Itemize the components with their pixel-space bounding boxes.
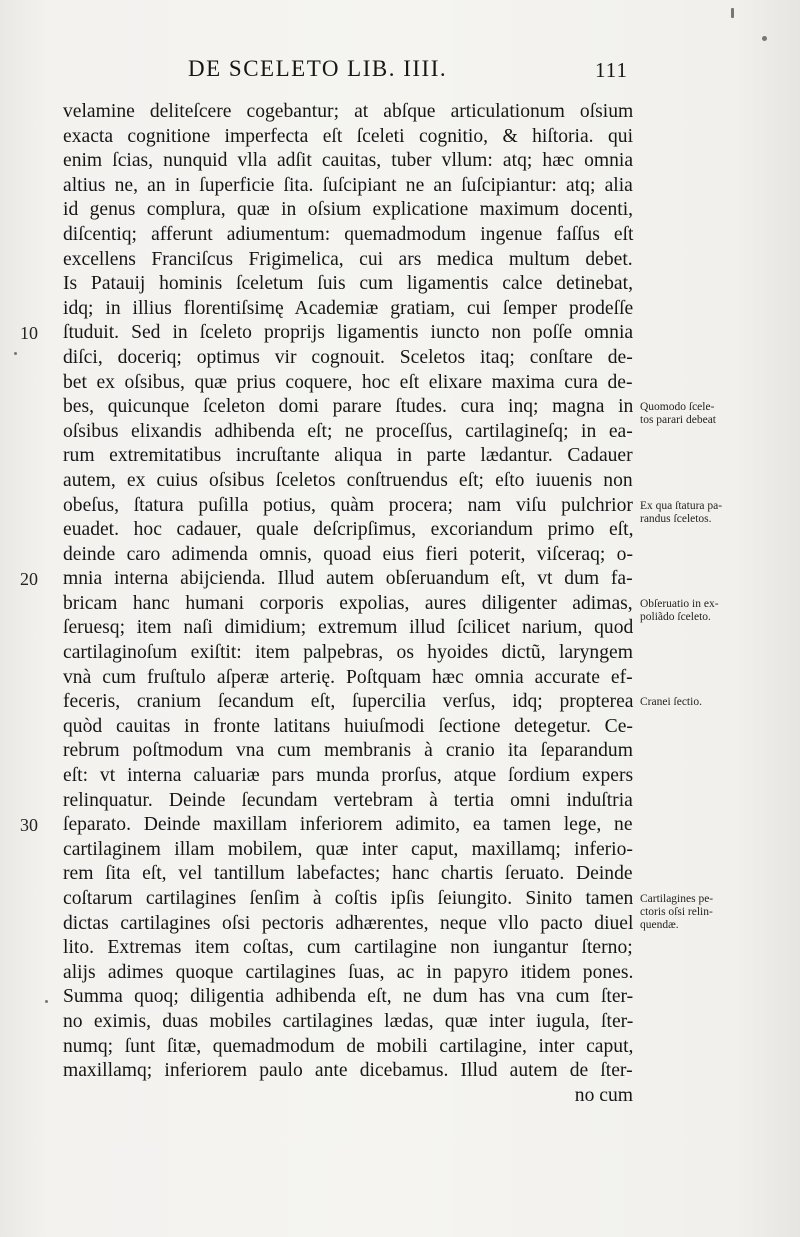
line-number: 10 — [20, 323, 38, 344]
margin-note-line: tos parari debeat — [640, 414, 716, 427]
text-line: vnà cum fruſtulo aſperæ arterię. Poſtquam hæc omnia accurate ef- — [63, 666, 633, 688]
text-line: mnia interna abijcienda. Illud autem obſeruandum eſt, vt dum fa- — [63, 568, 633, 590]
paper-speck — [14, 352, 17, 355]
margin-note-line: poliãdo ſceleto. — [640, 611, 711, 623]
text-line: feceris, cranium ſecandum eſt, ſupercilia verſus, idq; propterea — [63, 691, 634, 713]
text-line: quòd cauitas in fronte latitans huiuſmodi ſectione detegetur. Ce- — [63, 715, 633, 737]
text-line: eſt: vt interna caluariæ pars munda prorſus, atque ſordium expers — [63, 765, 634, 787]
margin-note-line: ctoris oſsi relin- — [640, 906, 713, 919]
text-line: bes, quicunque ſceleton domi parare ſtudes. cura inq; magna in — [63, 396, 634, 418]
text-line: coſtarum cartilagines ſenſim à coſtis ipſis ſeiungito. Sinito tamen — [63, 888, 634, 909]
text-line: bricam hanc humani corporis expolias, aures diligenter adimas, — [63, 592, 633, 614]
page-number: 111 — [595, 58, 628, 82]
text-line: no cum — [574, 1084, 633, 1106]
text-line: dictas cartilagines oſsi pectoris adhærentes, neque vllo pacto diuel — [63, 912, 634, 934]
text-line: rem ſita eſt, vel tantillum labefactes; hanc chartis ſeruato. Deinde — [63, 863, 633, 885]
text-line: excellens Franciſcus Frigimelica, cui ars medica multum debet. — [63, 248, 633, 270]
margin-note — [640, 598, 750, 624]
text-line: lito. Extremas item coſtas, cum cartilagine non iungantur ſterno; — [63, 937, 633, 959]
margin-note-line: quendæ. — [640, 919, 679, 932]
text-line: cartilaginem illam mobilem, quæ inter caput, maxillamq; inferio- — [63, 838, 633, 860]
paper-speck — [762, 36, 767, 41]
text-line: relinquatur. Deinde ſecundam vertebram à tertia omni induſtria — [63, 789, 633, 811]
text-line: Summa quoq; diligentia adhibenda eſt, ne dum has vna cum ſter- — [63, 986, 634, 1008]
margin-note — [640, 500, 750, 526]
paper-speck — [731, 8, 734, 18]
text-line: velamine deliteſcere cogebantur; at abſque articulationum oſsium — [63, 101, 634, 122]
text-line: oſsibus elixandis adhibenda eſt; ne proceſſus, cartilagineſq; in ea- — [63, 420, 633, 442]
running-header — [188, 56, 628, 90]
line-number: 30 — [20, 815, 38, 836]
margin-note-line: Cartilagines pe- — [640, 893, 714, 906]
text-line: ſeparato. Deinde maxillam inferiorem adimito, ea tamen lege, ne — [63, 814, 633, 836]
text-line: obeſus, ſtatura puſilla potius, quàm procera; nam viſu pulchrior — [63, 494, 633, 516]
margin-note — [640, 893, 750, 932]
text-line: rebrum poſtmodum vna cum membranis à cranio ita ſeparandum — [63, 740, 633, 762]
text-line: deinde caro adimenda omnis, quoad eius fieri poterit, viſceraq; o- — [63, 543, 633, 565]
text-line: altius ne, an in ſuperficie ſita. ſuſcipiant ne an ſuſcipiantur: atq; alia — [63, 174, 633, 196]
text-line: alijs adimes quoque cartilagines ſuas, ac in papyro itidem pones. — [63, 961, 634, 983]
text-line: ſtuduit. Sed in ſceleto proprijs ligamentis iuncto non poſſe omnia — [63, 322, 634, 344]
text-line: numq; ſunt ſitæ, quemadmodum de mobili cartilagine, inter caput, — [63, 1035, 634, 1057]
text-line: enim ſcias, nunquid vlla adſit cauitas, tuber vllum: atq; hæc omnia — [63, 150, 634, 172]
margin-note — [640, 696, 750, 709]
margin-note-line: Quomodo ſcele- — [640, 401, 715, 414]
text-line: Is Patauij hominis ſceletum ſuis cum ligamentis calce detinebat, — [63, 273, 633, 295]
text-line: maxillamq; inferiorem paulo ante dicebamus. Illud autem de ſter- — [63, 1060, 633, 1082]
text-line: idq; in illius florentiſsimę Academiæ gratiam, cui ſemper prodeſſe — [63, 297, 634, 319]
text-line: rum extremitatibus incruſtante aliqua in parte lædantur. Cadauer — [63, 445, 633, 467]
margin-note-line: Ex qua ſtatura pa- — [640, 499, 723, 512]
text-line: exacta cognitione imperfecta eſt ſceleti cognitio, & hiſtoria. qui — [63, 125, 634, 147]
margin-note — [640, 401, 750, 427]
text-line: bet ex oſsibus, quæ prius coquere, hoc eſt elixare maxima cura de- — [63, 371, 633, 393]
main-text-block — [63, 100, 633, 1108]
text-line: ſeruesq; item naſi dimidium; extremum illud ſcilicet narium, quod — [63, 617, 634, 639]
text-line: no eximis, duas mobiles cartilagines lædas, quæ inter iugula, ſter- — [63, 1010, 634, 1032]
text-line: diſci, doceriq; optimus vir cognouit. Sceletos itaq; conſtare de- — [63, 346, 633, 368]
text-line: euadet. hoc cadauer, quale deſcripſimus, excoriandum primo eſt, — [63, 519, 634, 541]
text-line: diſcentiq; afferunt adiumentum: quemadmodum ingenue faſſus eſt — [63, 223, 634, 245]
margin-note-line: Cranei ſectio. — [640, 696, 702, 709]
paper-speck — [45, 1000, 48, 1003]
text-line: autem, ex cuius oſsibus ſceletos conſtruendus eſt; eſto iuuenis non — [63, 469, 633, 491]
margin-note-line: randus ſceletos. — [640, 512, 712, 525]
margin-note-line: Obſeruatio in ex- — [640, 598, 719, 610]
running-title: DE SCELETO LIB. IIII. — [188, 56, 448, 81]
line-number: 20 — [20, 569, 38, 590]
text-line: id genus complura, quæ in oſsium explicatione maximum docenti, — [63, 199, 634, 221]
text-line: cartilaginoſum exiſtit: item palpebras, os hyoides dictũ, laryngem — [63, 642, 633, 664]
